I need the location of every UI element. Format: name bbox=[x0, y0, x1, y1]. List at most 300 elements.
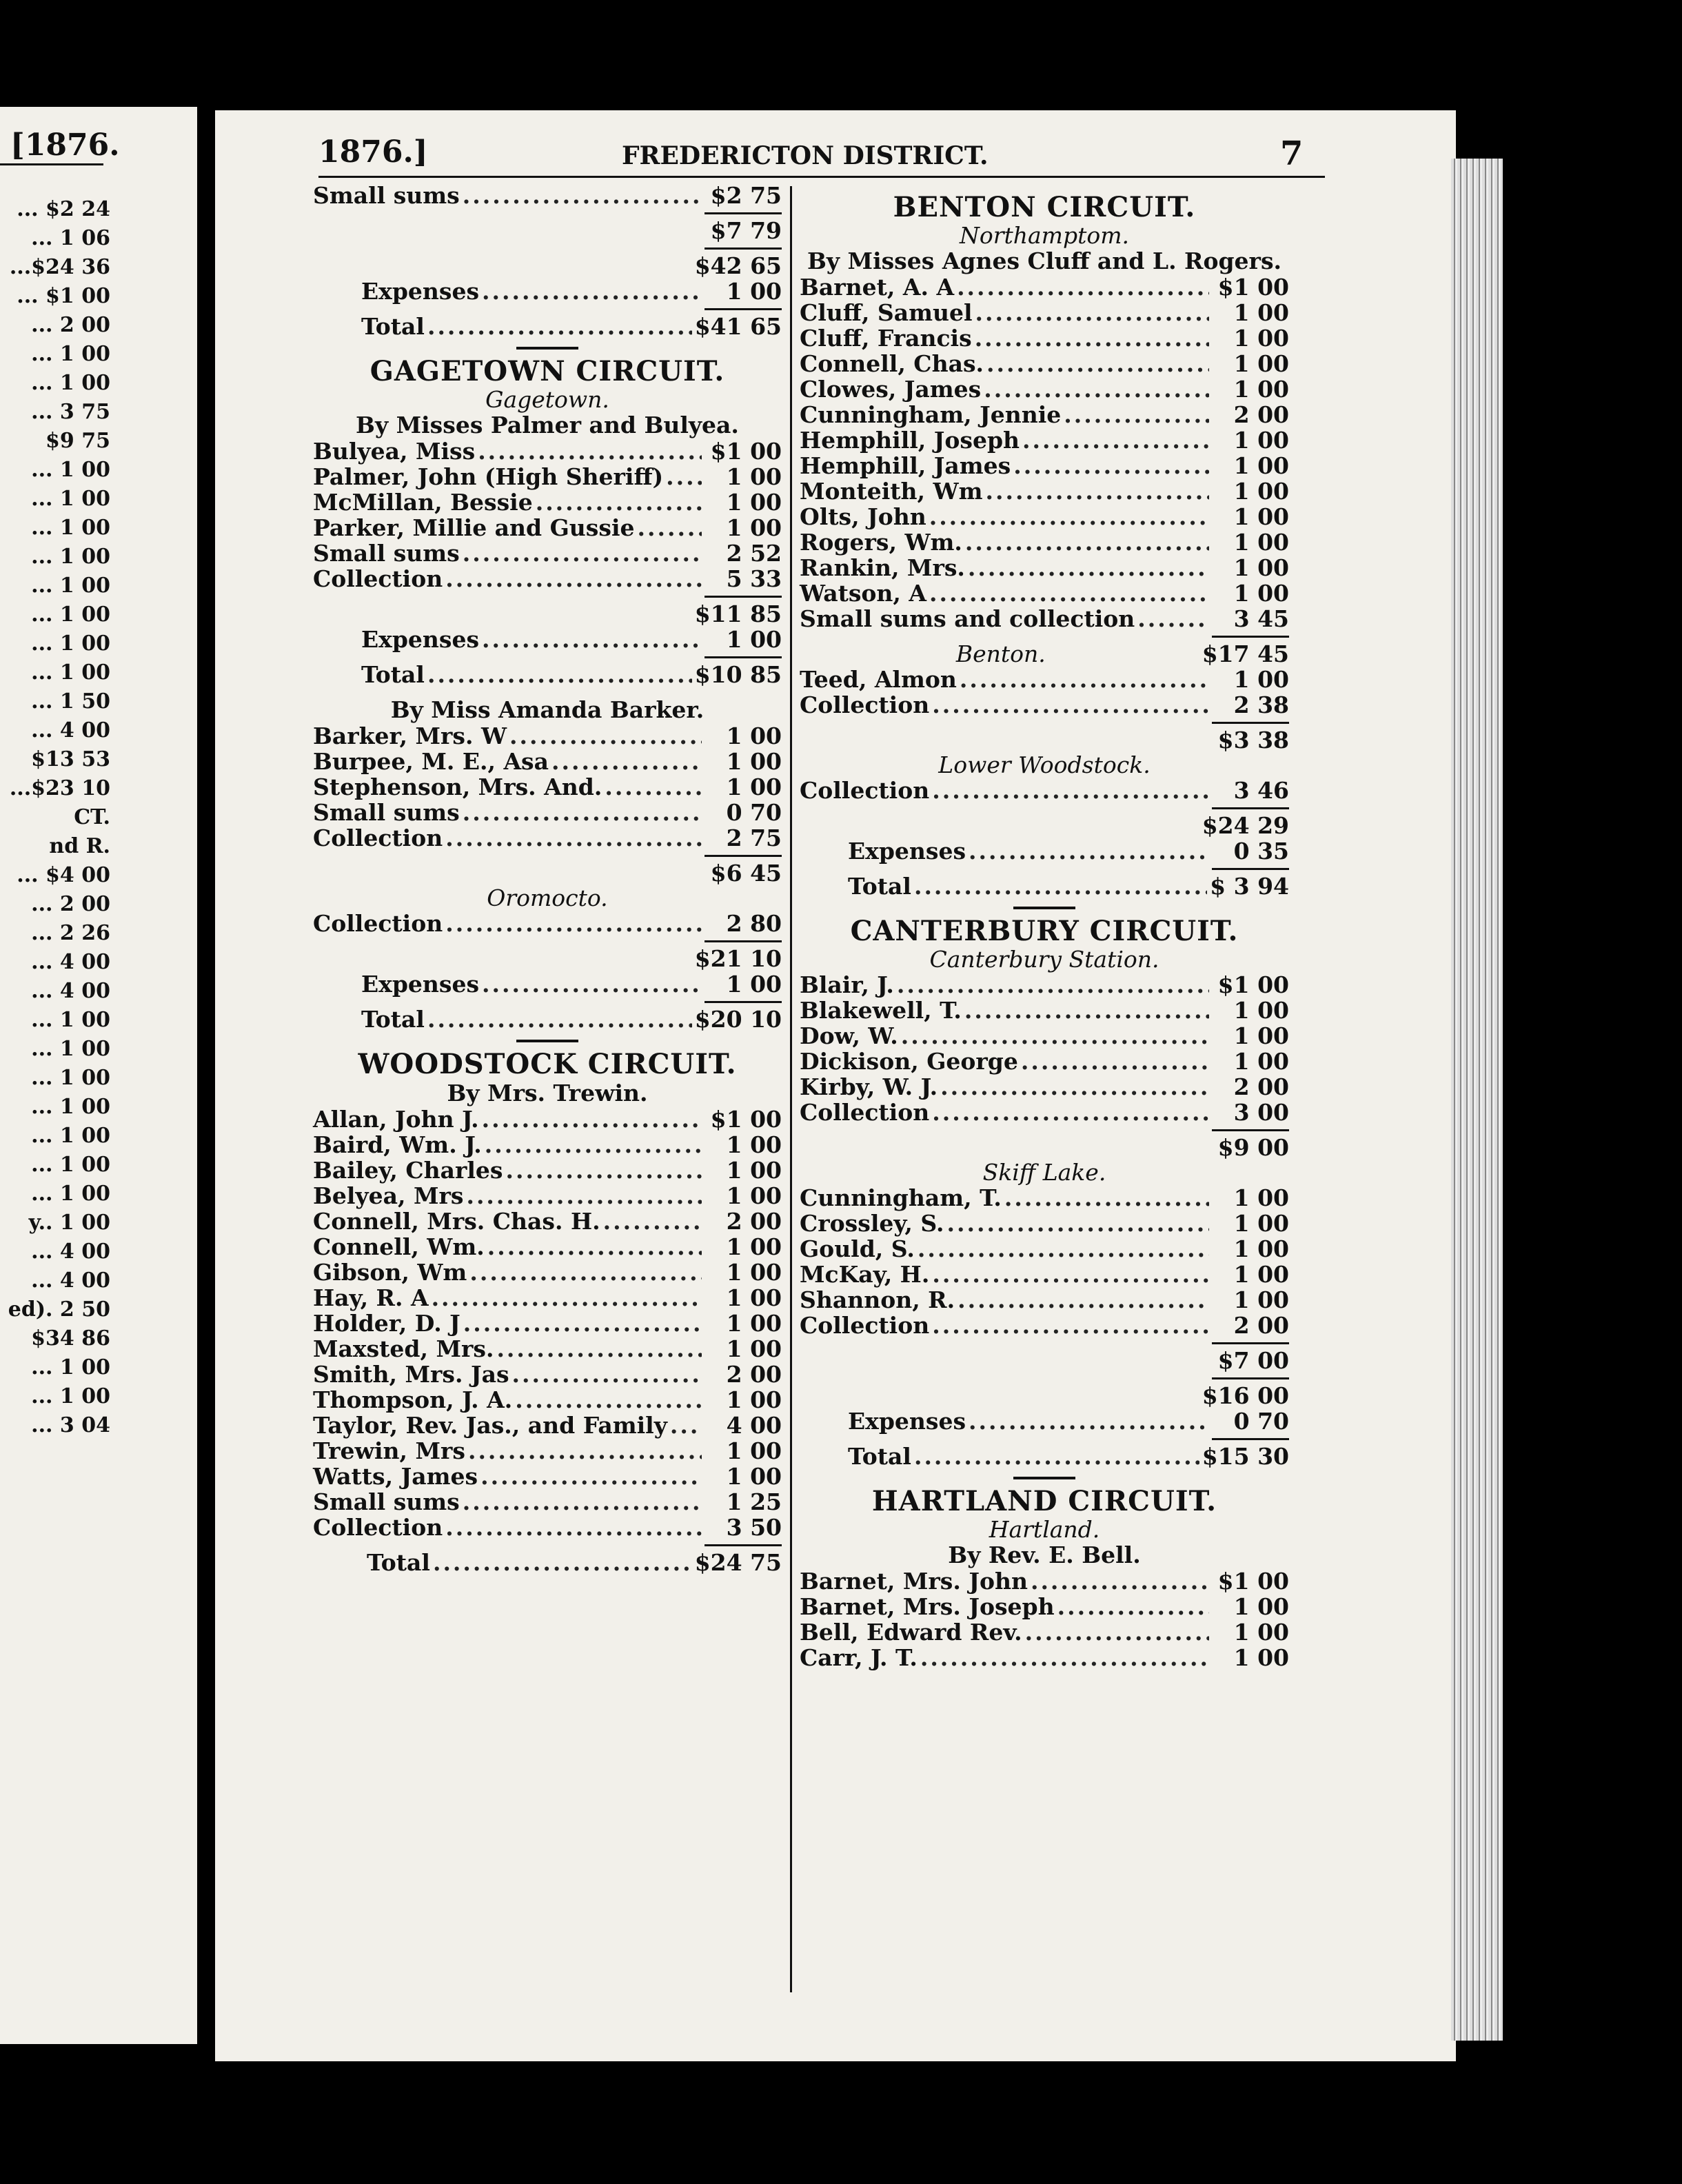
dot-leader bbox=[427, 662, 692, 687]
entry-amount: 1 00 bbox=[726, 1284, 782, 1311]
ledger-row bbox=[800, 972, 1289, 998]
entry-name: Belyea, Mrs bbox=[313, 1182, 464, 1209]
facing-page-amount bbox=[0, 217, 110, 250]
facing-page-amount-text: ... 3 04 bbox=[31, 1413, 110, 1437]
facing-page-amount-text: ...$23 10 bbox=[9, 776, 110, 800]
ledger-row bbox=[313, 515, 782, 540]
entry-amount: $16 00 bbox=[1202, 1382, 1289, 1409]
dot-leader bbox=[670, 1413, 702, 1438]
entry-name: Palmer, John (High Sheriff) bbox=[313, 463, 664, 490]
entry-name: Bulyea, Miss bbox=[313, 438, 476, 465]
subtotal-row bbox=[800, 641, 1289, 667]
entry-amount: 3 00 bbox=[1233, 1099, 1289, 1126]
entry-name: Barnet, Mrs. John bbox=[800, 1568, 1028, 1595]
facing-page-amount-text: ... 1 00 bbox=[31, 631, 110, 656]
entry-amount: 1 00 bbox=[1233, 580, 1289, 607]
ledger-row bbox=[313, 1209, 782, 1234]
dot-leader bbox=[965, 529, 1209, 555]
subtotal-row bbox=[313, 601, 782, 627]
section-separator bbox=[800, 899, 1289, 916]
collector-line: By Rev. E. Bell. bbox=[948, 1541, 1141, 1568]
ledger-row bbox=[800, 838, 1289, 864]
circuit-heading: BENTON CIRCUIT. bbox=[893, 191, 1196, 223]
dot-leader bbox=[482, 1106, 702, 1132]
facing-page-amount-text: ... 2 26 bbox=[31, 921, 110, 945]
entry-name: Total bbox=[361, 661, 425, 688]
place-subheading: Hartland. bbox=[989, 1516, 1100, 1543]
facing-page-amount-text: ed). 2 50 bbox=[8, 1297, 110, 1322]
dot-leader bbox=[463, 1311, 702, 1336]
dot-leader bbox=[487, 1234, 702, 1260]
entry-amount: $24 29 bbox=[1202, 812, 1289, 839]
dot-leader bbox=[932, 692, 1209, 718]
entry-name: Cunningham, Jennie bbox=[800, 401, 1062, 428]
sum-rule bbox=[800, 1338, 1289, 1348]
circuit-heading: GAGETOWN CIRCUIT. bbox=[369, 355, 725, 387]
facing-page-amount-text: ... 2 00 bbox=[31, 892, 110, 916]
facing-page-amount-text: ... 1 00 bbox=[31, 342, 110, 366]
facing-page-amount-text: ... 1 00 bbox=[31, 371, 110, 395]
dot-leader bbox=[551, 749, 702, 774]
facing-page-amount bbox=[0, 507, 110, 540]
entry-amount: 4 00 bbox=[726, 1412, 782, 1439]
facing-page-amount bbox=[0, 1057, 110, 1090]
ledger-row bbox=[313, 749, 782, 774]
entry-name: Carr, J. T. bbox=[800, 1644, 918, 1671]
place-subheading: Skiff Lake. bbox=[982, 1159, 1106, 1186]
entry-amount: 1 00 bbox=[1233, 1022, 1289, 1049]
facing-page-amount bbox=[0, 275, 110, 308]
entry-amount: 1 00 bbox=[726, 1310, 782, 1337]
ledger-row bbox=[313, 1234, 782, 1260]
dot-leader bbox=[536, 489, 702, 515]
ledger-row bbox=[800, 1023, 1289, 1049]
entry-amount: $1 00 bbox=[1217, 1568, 1289, 1595]
entry-name: Collection bbox=[800, 777, 930, 804]
facing-page-amount-text: ... 3 75 bbox=[31, 400, 110, 424]
entry-amount: 1 00 bbox=[1233, 1286, 1289, 1313]
dot-leader bbox=[1004, 1185, 1209, 1211]
entry-amount: 1 00 bbox=[726, 1131, 782, 1158]
entry-amount: 1 00 bbox=[726, 1233, 782, 1260]
entry-amount: $3 38 bbox=[1217, 727, 1289, 754]
entry-amount: 1 00 bbox=[726, 1463, 782, 1490]
entry-amount: 2 75 bbox=[726, 825, 782, 851]
collector-line: By Misses Palmer and Bulyea. bbox=[356, 412, 739, 438]
ledger-row bbox=[313, 1387, 782, 1413]
dot-leader bbox=[901, 1023, 1209, 1049]
entry-amount: 2 00 bbox=[1233, 401, 1289, 428]
entry-amount: 1 00 bbox=[1233, 1184, 1289, 1211]
dot-leader bbox=[605, 774, 702, 800]
ledger-row bbox=[800, 1313, 1289, 1338]
entry-name: Shannon, R. bbox=[800, 1286, 955, 1313]
facing-page-amount-text: ... 1 00 bbox=[31, 1066, 110, 1090]
facing-page-amount-text: ... 1 00 bbox=[31, 574, 110, 598]
main-page bbox=[215, 110, 1456, 2061]
ledger-row bbox=[313, 1183, 782, 1209]
entry-name: Small sums bbox=[313, 540, 460, 567]
entry-name: Connell, Wm. bbox=[313, 1233, 485, 1260]
entry-name: Small sums bbox=[313, 1488, 460, 1515]
facing-page-amount-text: ... 1 00 bbox=[31, 1355, 110, 1379]
ledger-row bbox=[800, 478, 1289, 504]
entry-name: Bailey, Charles bbox=[313, 1157, 503, 1184]
entry-amount: $1 00 bbox=[710, 1106, 782, 1133]
entry-name: Collection bbox=[800, 691, 930, 718]
facing-page-amount-text: ... 1 00 bbox=[31, 487, 110, 511]
entry-amount: $ 3 94 bbox=[1210, 873, 1289, 900]
facing-page-amount bbox=[0, 594, 110, 627]
entry-amount: 0 70 bbox=[726, 799, 782, 826]
dot-leader bbox=[914, 1444, 1199, 1469]
facing-page-amount-text: ... 2 00 bbox=[31, 313, 110, 337]
facing-page-amount-text: ... 1 00 bbox=[31, 1153, 110, 1177]
entry-name: McKay, H. bbox=[800, 1261, 930, 1288]
sum-rule bbox=[800, 1434, 1289, 1444]
facing-page-amount-text: ... 1 00 bbox=[31, 545, 110, 569]
facing-page-amount bbox=[0, 1317, 110, 1351]
ledger-row bbox=[313, 662, 782, 687]
facing-page-amount-text: ... 1 00 bbox=[31, 1182, 110, 1206]
ledger-row bbox=[800, 300, 1289, 325]
dot-leader bbox=[463, 183, 702, 208]
ledger-row bbox=[800, 1074, 1289, 1100]
facing-page-amount-text: y.. 1 00 bbox=[28, 1211, 110, 1235]
facing-page-amount-text: ... 1 00 bbox=[31, 660, 110, 685]
entry-name: Small sums bbox=[313, 182, 460, 209]
sum-rule bbox=[800, 1125, 1289, 1135]
entry-amount: $6 45 bbox=[710, 860, 782, 887]
dot-leader bbox=[468, 1438, 702, 1464]
ledger-row bbox=[313, 279, 782, 304]
dot-leader bbox=[975, 325, 1209, 351]
facing-page-amount-text: ... $1 00 bbox=[17, 284, 110, 308]
sum-rule bbox=[313, 243, 782, 253]
facing-page-amount bbox=[0, 825, 110, 858]
entry-amount: 1 00 bbox=[726, 514, 782, 541]
facing-page-amount bbox=[0, 246, 110, 279]
facing-page-amount bbox=[0, 1173, 110, 1206]
entry-name: Total bbox=[361, 313, 425, 340]
entry-amount: 1 00 bbox=[1233, 1261, 1289, 1288]
column-divider bbox=[790, 186, 792, 1992]
entry-name: Burpee, M. E., Asa bbox=[313, 748, 549, 775]
dot-leader bbox=[515, 1387, 702, 1413]
ledger-row bbox=[800, 427, 1289, 453]
entry-amount: 1 00 bbox=[1233, 1048, 1289, 1075]
facing-page-amount bbox=[0, 970, 110, 1003]
facing-page-amount bbox=[0, 883, 110, 916]
ledger-row bbox=[800, 1568, 1289, 1594]
sum-rule bbox=[800, 1373, 1289, 1383]
dot-leader bbox=[897, 972, 1209, 998]
entry-amount: 1 00 bbox=[1233, 350, 1289, 377]
dot-leader bbox=[445, 911, 702, 936]
entry-name: Collection bbox=[313, 910, 443, 937]
circuit-heading: WOODSTOCK CIRCUIT. bbox=[358, 1048, 737, 1080]
dot-leader bbox=[432, 1285, 702, 1311]
facing-page-amount bbox=[0, 188, 110, 221]
dot-leader bbox=[463, 800, 702, 825]
place-subheading: Canterbury Station. bbox=[929, 946, 1159, 973]
subtotal-row bbox=[313, 860, 782, 886]
facing-page-amount bbox=[0, 1375, 110, 1408]
entry-name: Cluff, Francis bbox=[800, 325, 972, 352]
ledger-row bbox=[800, 402, 1289, 427]
entry-name: Connell, Chas. bbox=[800, 350, 984, 377]
sum-rule bbox=[313, 851, 782, 860]
ledger-row bbox=[313, 1132, 782, 1157]
page-title: FREDERICTON DISTRICT. bbox=[622, 141, 989, 170]
entry-name: Smith, Mrs. Jas bbox=[313, 1361, 509, 1388]
facing-page-amount bbox=[0, 854, 110, 887]
facing-page-amount bbox=[0, 1346, 110, 1379]
facing-page-amount bbox=[0, 1260, 110, 1293]
ledger-row bbox=[800, 529, 1289, 555]
ledger-row bbox=[313, 1362, 782, 1387]
entry-amount: $10 85 bbox=[694, 661, 782, 688]
dot-leader bbox=[469, 1260, 702, 1285]
ledger-row bbox=[313, 800, 782, 825]
ledger-row bbox=[800, 274, 1289, 300]
facing-page-amount bbox=[0, 449, 110, 482]
subtotal-row bbox=[800, 1348, 1289, 1373]
page-number: 7 bbox=[1280, 134, 1304, 173]
facing-page-amount bbox=[0, 478, 110, 511]
entry-amount: $1 00 bbox=[1217, 971, 1289, 998]
ledger-row bbox=[313, 438, 782, 464]
ledger-row bbox=[313, 1336, 782, 1362]
entry-name: Rankin, Mrs. bbox=[800, 554, 965, 581]
entry-amount: 1 00 bbox=[1233, 666, 1289, 693]
place-subheading: Lower Woodstock. bbox=[938, 751, 1151, 778]
dot-leader bbox=[445, 825, 702, 851]
entry-amount: 1 00 bbox=[1233, 997, 1289, 1024]
facing-page-amount bbox=[0, 1404, 110, 1437]
ledger-row bbox=[800, 1645, 1289, 1670]
facing-page-amount-text: ... 1 00 bbox=[31, 1124, 110, 1148]
entry-name: Watson, A bbox=[800, 580, 926, 607]
entry-amount: 5 33 bbox=[726, 565, 782, 592]
facing-page-amount-text: ... 4 00 bbox=[31, 950, 110, 974]
dot-leader bbox=[975, 300, 1209, 325]
facing-page-amount bbox=[0, 709, 110, 742]
facing-page-amount-text: ... 4 00 bbox=[31, 979, 110, 1003]
entry-amount: 1 00 bbox=[1233, 529, 1289, 556]
dot-leader bbox=[947, 1211, 1210, 1236]
ledger-row bbox=[313, 1489, 782, 1515]
facing-page-amount-text: ... 1 06 bbox=[31, 226, 110, 250]
entry-amount: 1 00 bbox=[726, 1259, 782, 1286]
facing-page-amount bbox=[0, 738, 110, 771]
facing-page-amount bbox=[0, 941, 110, 974]
entry-amount: 1 00 bbox=[1233, 1593, 1289, 1620]
entry-name: Barnet, A. A bbox=[800, 274, 955, 301]
entry-name: Cluff, Samuel bbox=[800, 299, 973, 326]
entry-name: Gibson, Wm bbox=[313, 1259, 467, 1286]
ledger-row bbox=[800, 667, 1289, 692]
entry-amount: 2 00 bbox=[726, 1361, 782, 1388]
dot-leader bbox=[463, 1489, 702, 1515]
entry-amount: 1 00 bbox=[1233, 1644, 1289, 1671]
facing-page-amount bbox=[0, 391, 110, 424]
dot-leader bbox=[505, 1157, 702, 1183]
ledger-row bbox=[800, 606, 1289, 631]
ledger-row bbox=[313, 1438, 782, 1464]
ledger-row bbox=[800, 580, 1289, 606]
ledger-row bbox=[800, 1619, 1289, 1645]
sum-rule bbox=[800, 803, 1289, 813]
ledger-row bbox=[313, 566, 782, 592]
dot-leader bbox=[1031, 1568, 1209, 1594]
circuit-heading: HARTLAND CIRCUIT. bbox=[871, 1485, 1217, 1517]
dot-leader bbox=[932, 778, 1209, 803]
dot-leader bbox=[427, 314, 692, 339]
facing-page-amount-text: ... 1 50 bbox=[31, 689, 110, 714]
entry-amount: 1 00 bbox=[1233, 478, 1289, 505]
ledger-row bbox=[313, 1550, 782, 1575]
ledger-row bbox=[800, 1594, 1289, 1619]
dot-leader bbox=[603, 1209, 702, 1234]
ledger-row bbox=[313, 1157, 782, 1183]
sum-rule bbox=[313, 592, 782, 601]
ledger-row bbox=[313, 1413, 782, 1438]
ledger-row bbox=[313, 183, 782, 208]
entry-amount: 1 00 bbox=[1233, 427, 1289, 454]
collector-line: By Misses Agnes Cluff and L. Rogers. bbox=[807, 247, 1282, 274]
page-edges bbox=[1451, 159, 1503, 2041]
sum-rule bbox=[313, 652, 782, 662]
entry-name: Small sums bbox=[313, 799, 460, 826]
entry-amount: 1 00 bbox=[726, 971, 782, 998]
entry-amount: 1 00 bbox=[1233, 299, 1289, 326]
entry-amount: $7 00 bbox=[1217, 1347, 1289, 1374]
dot-leader bbox=[480, 1464, 702, 1489]
dot-leader bbox=[969, 1408, 1209, 1434]
entry-amount: 3 45 bbox=[1233, 605, 1289, 632]
entry-amount: $1 00 bbox=[1217, 274, 1289, 301]
dot-leader bbox=[932, 1100, 1209, 1125]
ledger-row bbox=[800, 325, 1289, 351]
dot-leader bbox=[1137, 606, 1209, 631]
facing-page-amount bbox=[0, 420, 110, 453]
entry-name: Total bbox=[848, 1443, 911, 1470]
dot-leader bbox=[1064, 402, 1209, 427]
ledger-row bbox=[800, 1100, 1289, 1125]
collector-line: By Miss Amanda Barker. bbox=[390, 696, 705, 723]
place-subheading: Northamptom. bbox=[959, 222, 1130, 249]
facing-page-left bbox=[0, 107, 197, 2044]
dot-leader bbox=[1021, 1049, 1209, 1074]
entry-amount: 1 00 bbox=[726, 1335, 782, 1362]
dot-leader bbox=[986, 478, 1210, 504]
facing-page-amount bbox=[0, 651, 110, 685]
entry-name: Baird, Wm. J. bbox=[313, 1131, 482, 1158]
dot-leader bbox=[509, 723, 702, 749]
entry-name: McMillan, Bessie bbox=[313, 489, 533, 516]
dot-leader bbox=[1025, 1619, 1209, 1645]
entry-name: Total bbox=[367, 1549, 430, 1576]
facing-page-amount-text: ... $4 00 bbox=[17, 863, 110, 887]
ledger-row bbox=[313, 540, 782, 566]
dot-leader bbox=[485, 1132, 702, 1157]
facing-page-amount bbox=[0, 304, 110, 337]
facing-page-amount-text: $9 75 bbox=[45, 429, 110, 453]
dot-leader bbox=[482, 279, 702, 304]
subtotal-row bbox=[313, 946, 782, 971]
entry-amount: 1 00 bbox=[1233, 503, 1289, 530]
dot-leader bbox=[445, 1515, 702, 1540]
entry-amount: 1 00 bbox=[726, 463, 782, 490]
entry-amount: 1 00 bbox=[1233, 452, 1289, 479]
ledger-row bbox=[313, 489, 782, 515]
entry-amount: 1 00 bbox=[726, 722, 782, 749]
ledger-row bbox=[313, 825, 782, 851]
entry-name: Collection bbox=[313, 565, 443, 592]
dot-leader bbox=[512, 1362, 702, 1387]
facing-page-amounts bbox=[0, 188, 110, 1437]
entry-name: Blakewell, T. bbox=[800, 997, 962, 1024]
left-column bbox=[313, 183, 782, 1575]
facing-page-amount bbox=[0, 536, 110, 569]
ledger-row bbox=[313, 314, 782, 339]
dot-leader bbox=[445, 566, 702, 592]
entry-name: Monteith, Wm bbox=[800, 478, 983, 505]
ledger-row bbox=[800, 1236, 1289, 1262]
entry-amount: 1 00 bbox=[1233, 1619, 1289, 1646]
entry-amount: 1 00 bbox=[1233, 554, 1289, 581]
entry-name: Trewin, Mrs bbox=[313, 1437, 465, 1464]
sum-rule bbox=[313, 208, 782, 218]
dot-leader bbox=[929, 504, 1209, 529]
circuit-heading: CANTERBURY CIRCUIT. bbox=[850, 915, 1239, 947]
ledger-row bbox=[800, 1444, 1289, 1469]
dot-leader bbox=[482, 971, 702, 997]
ledger-row bbox=[313, 627, 782, 652]
entry-name: Collection bbox=[313, 1514, 443, 1541]
dot-leader bbox=[427, 1007, 692, 1032]
facing-page-amount bbox=[0, 1028, 110, 1061]
dot-leader bbox=[957, 1287, 1209, 1313]
entry-amount: 2 00 bbox=[726, 1208, 782, 1235]
facing-page-amount-text: ... $2 24 bbox=[17, 197, 110, 221]
entry-name: Expenses bbox=[361, 971, 480, 998]
entry-name: Barnet, Mrs. Joseph bbox=[800, 1593, 1055, 1620]
entry-amount: 3 46 bbox=[1233, 777, 1289, 804]
ledger-row bbox=[800, 1211, 1289, 1236]
dot-leader bbox=[466, 1183, 702, 1209]
entry-name: Expenses bbox=[361, 278, 480, 305]
dot-leader bbox=[969, 838, 1209, 864]
dot-leader bbox=[463, 540, 702, 566]
entry-amount: 1 00 bbox=[1233, 1235, 1289, 1262]
entry-name: Teed, Almon bbox=[800, 666, 957, 693]
entry-amount: $24 75 bbox=[694, 1549, 782, 1576]
sum-rule bbox=[313, 997, 782, 1007]
dot-leader bbox=[1022, 427, 1209, 453]
dot-leader bbox=[929, 580, 1209, 606]
entry-amount: 1 00 bbox=[726, 748, 782, 775]
facing-page-amount bbox=[0, 623, 110, 656]
sum-rule bbox=[800, 718, 1289, 727]
dot-leader bbox=[637, 515, 702, 540]
entry-name: Collection bbox=[800, 1312, 930, 1339]
entry-amount: $42 65 bbox=[694, 252, 782, 279]
collector-line: By Mrs. Trewin. bbox=[447, 1080, 648, 1106]
facing-page-header: [1876. bbox=[10, 128, 120, 163]
ledger-row bbox=[313, 1464, 782, 1489]
